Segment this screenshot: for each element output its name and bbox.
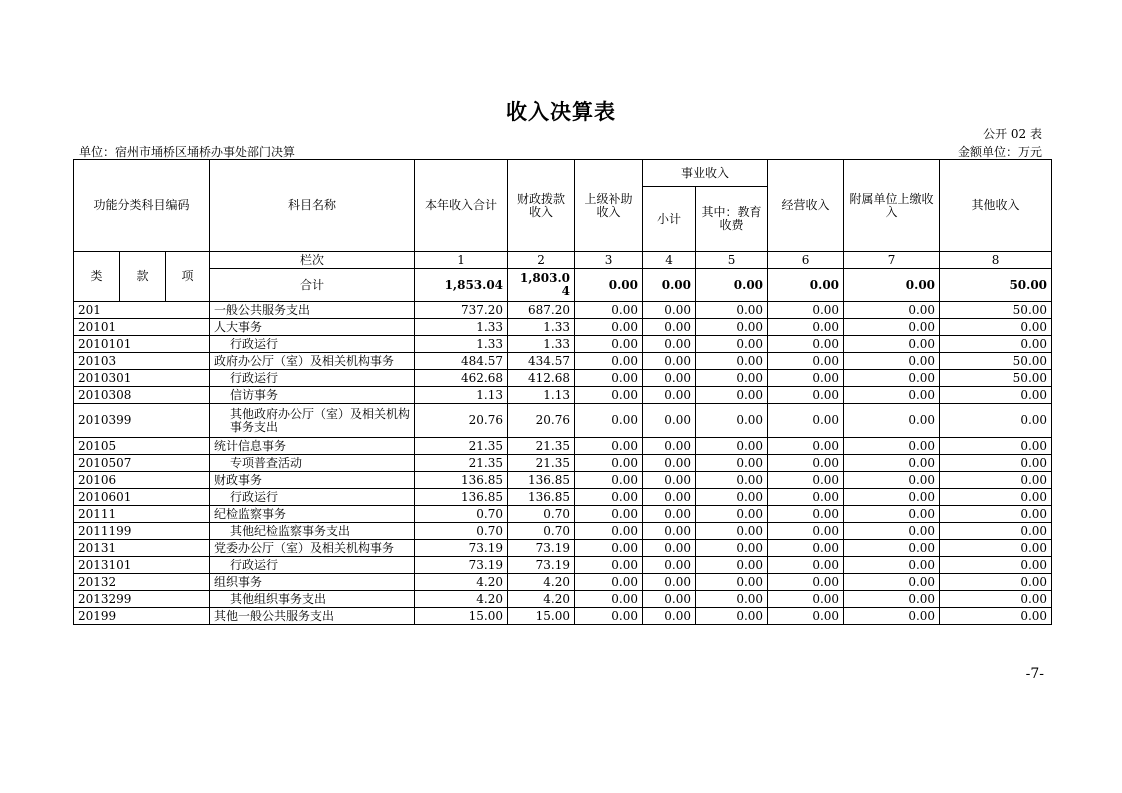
row-value: 0.00	[768, 438, 844, 455]
row-value: 0.00	[696, 404, 768, 438]
row-code: 20105	[74, 438, 210, 455]
col-number: 6	[768, 252, 844, 269]
row-value: 0.00	[940, 455, 1052, 472]
row-name: 党委办公厅（室）及相关机构事务	[210, 540, 415, 557]
row-value: 0.00	[768, 404, 844, 438]
row-value: 737.20	[415, 302, 508, 319]
col-number: 2	[508, 252, 575, 269]
row-value: 4.20	[508, 591, 575, 608]
row-value: 0.00	[940, 557, 1052, 574]
row-value: 73.19	[508, 557, 575, 574]
header-fiscal: 财政拨款收入	[508, 160, 575, 252]
table-row	[74, 387, 1052, 404]
col-number: 1	[415, 252, 508, 269]
row-value: 0.70	[508, 506, 575, 523]
row-value: 0.00	[575, 608, 643, 625]
row-value: 73.19	[415, 540, 508, 557]
reporting-unit: 单位：宿州市埇桥区埇桥办事处部门决算	[79, 145, 296, 159]
row-value: 0.70	[415, 523, 508, 540]
row-code: 20101	[74, 319, 210, 336]
row-code: 2010101	[74, 336, 210, 353]
col-number: 3	[575, 252, 643, 269]
row-value: 0.00	[696, 608, 768, 625]
row-value: 0.00	[575, 506, 643, 523]
col-number: 4	[643, 252, 696, 269]
row-value: 0.00	[768, 472, 844, 489]
total-value: 1,853.04	[415, 269, 508, 302]
row-code: 2010301	[74, 370, 210, 387]
row-value: 0.00	[844, 353, 940, 370]
row-value: 0.00	[643, 608, 696, 625]
row-code: 20132	[74, 574, 210, 591]
row-value: 0.00	[768, 455, 844, 472]
row-value: 0.00	[844, 540, 940, 557]
amount-unit: 金额单位：万元	[957, 145, 1042, 159]
row-code: 20199	[74, 608, 210, 625]
row-value: 0.00	[696, 472, 768, 489]
row-value: 4.20	[415, 591, 508, 608]
row-value: 0.00	[643, 438, 696, 455]
row-value: 0.00	[643, 353, 696, 370]
row-value: 0.00	[696, 506, 768, 523]
row-code: 2010601	[74, 489, 210, 506]
row-value: 0.00	[575, 438, 643, 455]
row-name: 一般公共服务支出	[210, 302, 415, 319]
row-name: 行政运行	[210, 370, 415, 387]
income-table	[73, 159, 1052, 625]
row-value: 0.00	[575, 574, 643, 591]
row-value: 0.00	[844, 506, 940, 523]
row-value: 412.68	[508, 370, 575, 387]
row-value: 0.00	[844, 438, 940, 455]
row-value: 0.00	[940, 472, 1052, 489]
table-row	[74, 319, 1052, 336]
row-name: 其他组织事务支出	[210, 591, 415, 608]
row-value: 20.76	[508, 404, 575, 438]
row-value: 0.00	[575, 319, 643, 336]
table-row	[74, 540, 1052, 557]
row-value: 0.00	[768, 353, 844, 370]
row-value: 0.00	[643, 370, 696, 387]
row-value: 0.00	[643, 489, 696, 506]
row-value: 0.00	[696, 591, 768, 608]
row-value: 21.35	[508, 455, 575, 472]
row-value: 0.00	[844, 557, 940, 574]
row-value: 73.19	[415, 557, 508, 574]
row-value: 0.00	[768, 489, 844, 506]
header-affiliated: 附属单位上缴收入	[844, 160, 940, 252]
row-value: 4.20	[415, 574, 508, 591]
row-value: 0.00	[575, 302, 643, 319]
row-value: 0.00	[768, 557, 844, 574]
row-value: 0.00	[643, 574, 696, 591]
header-subject-name: 科目名称	[210, 160, 415, 252]
header-lei: 类	[74, 252, 120, 302]
row-value: 0.00	[643, 455, 696, 472]
row-value: 0.00	[768, 574, 844, 591]
row-value: 0.00	[844, 523, 940, 540]
header-xiang: 项	[166, 252, 210, 302]
table-row	[74, 591, 1052, 608]
row-name: 其他政府办公厅（室）及相关机构事务支出	[210, 404, 415, 438]
row-code: 2011199	[74, 523, 210, 540]
row-value: 0.00	[575, 404, 643, 438]
header-edu: 其中：教育收费	[696, 187, 768, 252]
row-value: 0.00	[643, 319, 696, 336]
row-code: 2013299	[74, 591, 210, 608]
header-func-code: 功能分类科目编码	[74, 160, 210, 252]
row-value: 0.00	[696, 557, 768, 574]
form-number: 公开 02 表	[983, 127, 1042, 141]
header-business: 事业收入	[643, 160, 768, 187]
row-value: 0.00	[768, 506, 844, 523]
row-value: 0.00	[940, 506, 1052, 523]
row-value: 0.00	[940, 438, 1052, 455]
row-value: 0.00	[768, 387, 844, 404]
row-value: 21.35	[415, 455, 508, 472]
row-value: 4.20	[508, 574, 575, 591]
row-value: 0.00	[768, 302, 844, 319]
row-value: 50.00	[940, 370, 1052, 387]
row-value: 50.00	[940, 353, 1052, 370]
row-value: 0.00	[844, 472, 940, 489]
row-value: 20.76	[415, 404, 508, 438]
row-code: 20111	[74, 506, 210, 523]
total-value: 0.00	[768, 269, 844, 302]
row-value: 0.00	[696, 353, 768, 370]
row-value: 0.00	[768, 523, 844, 540]
row-value: 0.00	[768, 319, 844, 336]
row-value: 0.00	[940, 387, 1052, 404]
row-value: 0.00	[940, 336, 1052, 353]
row-value: 0.00	[696, 336, 768, 353]
table-row	[74, 404, 1052, 438]
row-code: 2013101	[74, 557, 210, 574]
row-name: 财政事务	[210, 472, 415, 489]
row-code: 20106	[74, 472, 210, 489]
row-value: 1.33	[508, 336, 575, 353]
row-value: 0.00	[643, 523, 696, 540]
total-value: 0.00	[844, 269, 940, 302]
row-value: 136.85	[415, 489, 508, 506]
row-name: 其他纪检监察事务支出	[210, 523, 415, 540]
row-value: 0.00	[696, 455, 768, 472]
row-value: 1.33	[415, 336, 508, 353]
row-value: 0.00	[643, 591, 696, 608]
row-value: 0.00	[768, 608, 844, 625]
row-code: 20131	[74, 540, 210, 557]
row-value: 0.00	[575, 557, 643, 574]
row-name: 组织事务	[210, 574, 415, 591]
row-value: 434.57	[508, 353, 575, 370]
row-value: 0.00	[643, 557, 696, 574]
row-value: 0.00	[696, 489, 768, 506]
row-code: 20103	[74, 353, 210, 370]
row-code: 2010399	[74, 404, 210, 438]
row-value: 0.00	[940, 540, 1052, 557]
row-value: 50.00	[940, 302, 1052, 319]
row-value: 0.00	[575, 353, 643, 370]
header-subtotal: 小计	[643, 187, 696, 252]
column-number-row	[74, 252, 1052, 269]
header-operating: 经营收入	[768, 160, 844, 252]
row-value: 0.00	[575, 370, 643, 387]
table-row	[74, 523, 1052, 540]
row-value: 0.70	[415, 506, 508, 523]
row-value: 0.00	[696, 540, 768, 557]
row-value: 0.00	[575, 489, 643, 506]
row-value: 0.00	[696, 523, 768, 540]
row-name: 人大事务	[210, 319, 415, 336]
row-value: 0.00	[768, 540, 844, 557]
header-kuan: 款	[120, 252, 166, 302]
table-row	[74, 557, 1052, 574]
row-value: 0.00	[643, 506, 696, 523]
row-value: 136.85	[415, 472, 508, 489]
row-value: 0.00	[940, 404, 1052, 438]
row-value: 0.00	[844, 302, 940, 319]
total-value: 0.00	[643, 269, 696, 302]
row-value: 0.00	[575, 523, 643, 540]
table-row	[74, 472, 1052, 489]
total-value: 0.00	[575, 269, 643, 302]
row-value: 0.00	[696, 319, 768, 336]
row-value: 0.00	[940, 523, 1052, 540]
table-row	[74, 353, 1052, 370]
row-value: 484.57	[415, 353, 508, 370]
row-value: 0.00	[696, 438, 768, 455]
row-name: 专项普查活动	[210, 455, 415, 472]
row-value: 0.00	[575, 540, 643, 557]
row-value: 0.00	[940, 319, 1052, 336]
row-name: 行政运行	[210, 557, 415, 574]
row-value: 0.00	[844, 608, 940, 625]
row-value: 0.00	[696, 302, 768, 319]
row-value: 1.33	[415, 319, 508, 336]
row-value: 0.00	[940, 591, 1052, 608]
row-name: 政府办公厅（室）及相关机构事务	[210, 353, 415, 370]
row-name: 纪检监察事务	[210, 506, 415, 523]
total-row	[74, 269, 1052, 302]
row-value: 0.00	[768, 370, 844, 387]
row-value: 0.00	[844, 591, 940, 608]
total-value: 1,803.04	[508, 269, 575, 302]
row-code: 2010507	[74, 455, 210, 472]
row-value: 0.70	[508, 523, 575, 540]
row-value: 0.00	[940, 574, 1052, 591]
table-row	[74, 506, 1052, 523]
row-value: 0.00	[696, 574, 768, 591]
row-value: 0.00	[768, 336, 844, 353]
row-name: 信访事务	[210, 387, 415, 404]
row-name: 行政运行	[210, 336, 415, 353]
row-value: 0.00	[643, 472, 696, 489]
page-number: -7-	[1025, 666, 1044, 682]
row-value: 0.00	[643, 336, 696, 353]
row-value: 1.13	[415, 387, 508, 404]
row-value: 0.00	[643, 540, 696, 557]
row-value: 0.00	[844, 489, 940, 506]
row-value: 0.00	[643, 387, 696, 404]
row-value: 0.00	[844, 319, 940, 336]
table-row	[74, 455, 1052, 472]
header-lanci: 栏次	[210, 252, 415, 269]
row-value: 0.00	[575, 455, 643, 472]
table-row	[74, 489, 1052, 506]
row-value: 0.00	[844, 455, 940, 472]
header-total: 本年收入合计	[415, 160, 508, 252]
col-number: 8	[940, 252, 1052, 269]
row-value: 0.00	[844, 387, 940, 404]
row-name: 行政运行	[210, 489, 415, 506]
row-value: 462.68	[415, 370, 508, 387]
row-name: 统计信息事务	[210, 438, 415, 455]
row-value: 0.00	[844, 404, 940, 438]
row-value: 21.35	[508, 438, 575, 455]
row-value: 15.00	[415, 608, 508, 625]
table-row	[74, 438, 1052, 455]
row-value: 21.35	[415, 438, 508, 455]
table-row	[74, 574, 1052, 591]
table-row	[74, 302, 1052, 319]
row-value: 0.00	[940, 489, 1052, 506]
row-value: 0.00	[844, 574, 940, 591]
row-value: 0.00	[575, 336, 643, 353]
header-superior: 上级补助收入	[575, 160, 643, 252]
row-value: 0.00	[768, 591, 844, 608]
row-value: 136.85	[508, 489, 575, 506]
row-value: 15.00	[508, 608, 575, 625]
header-other: 其他收入	[940, 160, 1052, 252]
row-value: 0.00	[575, 387, 643, 404]
table-row	[74, 608, 1052, 625]
total-value: 50.00	[940, 269, 1052, 302]
total-label: 合计	[210, 269, 415, 302]
row-name: 其他一般公共服务支出	[210, 608, 415, 625]
row-value: 0.00	[643, 404, 696, 438]
col-number: 7	[844, 252, 940, 269]
row-value: 1.13	[508, 387, 575, 404]
row-value: 1.33	[508, 319, 575, 336]
row-value: 136.85	[508, 472, 575, 489]
row-value: 0.00	[940, 608, 1052, 625]
row-value: 0.00	[643, 302, 696, 319]
row-value: 0.00	[696, 387, 768, 404]
row-value: 0.00	[696, 370, 768, 387]
header-row-1	[74, 160, 1052, 187]
table-row	[74, 336, 1052, 353]
table-row	[74, 370, 1052, 387]
row-value: 0.00	[575, 472, 643, 489]
total-value: 0.00	[696, 269, 768, 302]
row-value: 0.00	[844, 336, 940, 353]
row-code: 201	[74, 302, 210, 319]
row-value: 73.19	[508, 540, 575, 557]
row-value: 0.00	[844, 370, 940, 387]
col-number: 5	[696, 252, 768, 269]
row-value: 0.00	[575, 591, 643, 608]
page-title: 收入决算表	[506, 100, 616, 124]
row-value: 687.20	[508, 302, 575, 319]
row-code: 2010308	[74, 387, 210, 404]
